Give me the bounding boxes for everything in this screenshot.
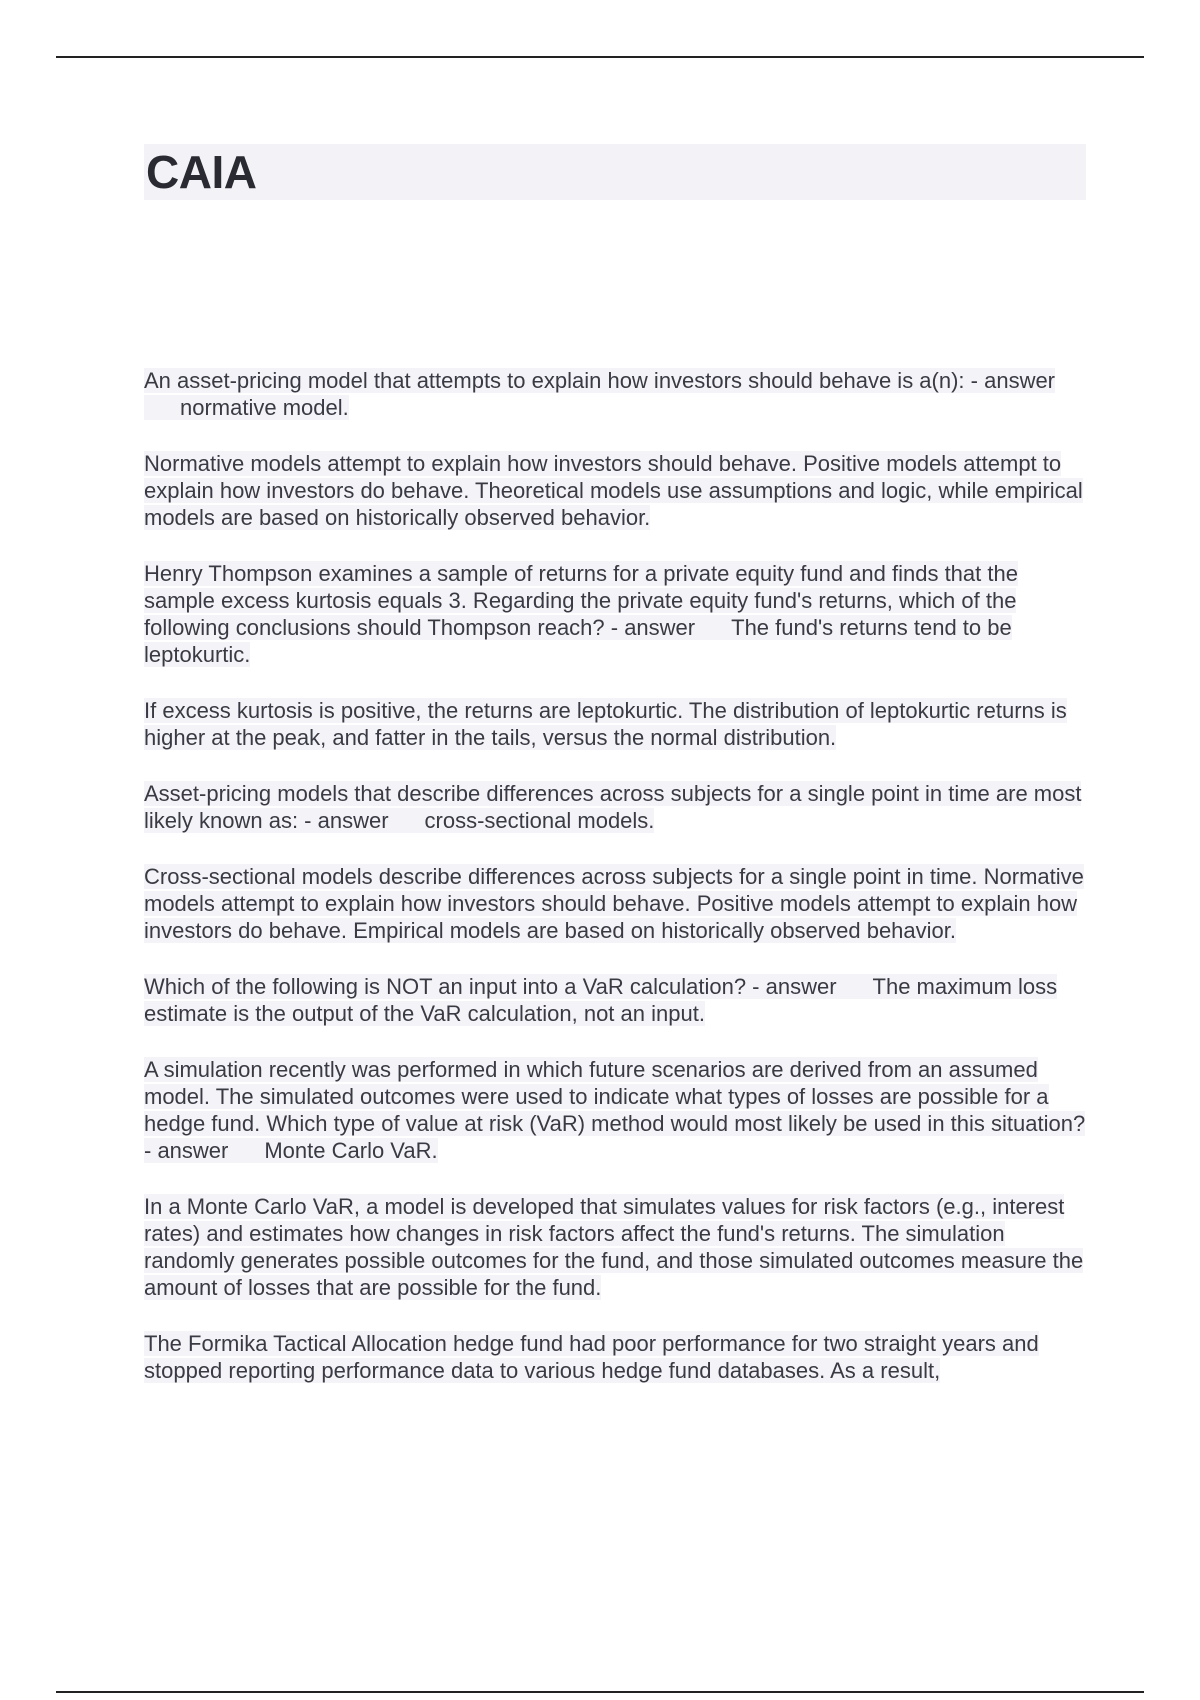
explanation-block	[144, 1193, 1088, 1301]
answer-text: cross-sectional models.	[424, 808, 655, 833]
question-text: An asset-pricing model that attempts to explain how investors should behave is a(n): - answer	[144, 368, 1056, 393]
document-title: CAIA	[146, 146, 257, 198]
question-text: Asset-pricing models that describe differences across subjects for a single point in time are most likely known as: - answer	[144, 781, 1082, 833]
explanation-text: If excess kurtosis is positive, the returns are leptokurtic. The distribution of leptokurtic returns is higher at the peak, and fatter in the tails, versus the normal distribution.	[144, 698, 1067, 750]
question-text: Which of the following is NOT an input into a VaR calculation? - answer	[144, 974, 837, 999]
answer-text: The fund's returns tend to be leptokurtic.	[144, 615, 1012, 667]
document-body	[144, 367, 1088, 1413]
explanation-block	[144, 450, 1088, 531]
explanation-text: The Formika Tactical Allocation hedge fund had poor performance for two straight years and stopped reporting performance data to various hedge fund databases. As a result,	[144, 1331, 1039, 1383]
explanation-block	[144, 697, 1088, 751]
explanation-block	[144, 1330, 1088, 1384]
title-highlight	[144, 144, 1086, 200]
explanation-text: In a Monte Carlo VaR, a model is developed that simulates values for risk factors (e.g., interest rates) and estimates how changes in risk factors affect the fund's returns. The simulation randomly generates possible outcomes for the fund, and those simulated outcomes measure the amount of losses that are possible for the fund.	[144, 1194, 1084, 1300]
explanation-block	[144, 863, 1088, 944]
explanation-text: Normative models attempt to explain how investors should behave. Positive models attempt to explain how investors do behave. Theoretical models use assumptions and logic, while empirical models are based on historically observed behavior.	[144, 451, 1083, 530]
answer-text: normative model.	[180, 395, 349, 420]
question-block	[144, 1056, 1088, 1164]
footer-rule	[56, 1691, 1144, 1693]
answer-text: The maximum loss estimate is the output of the VaR calculation, not an input.	[144, 974, 1058, 1026]
header-rule	[56, 56, 1144, 58]
answer-text: Monte Carlo VaR.	[264, 1138, 438, 1163]
question-block	[144, 367, 1088, 421]
explanation-text: Cross-sectional models describe differences across subjects for a single point in time. Normative models attempt to explain how investors should behave. Positive models attempt to explain how investors do behave. Empirical models are based on historically observed behavior.	[144, 864, 1084, 943]
question-block	[144, 780, 1088, 834]
question-block	[144, 973, 1088, 1027]
question-block	[144, 560, 1088, 668]
question-text: A simulation recently was performed in which future scenarios are derived from an assumed model. The simulated outcomes were used to indicate what types of losses are possible for a hedge fund. Which type of value at risk (VaR) method would most likely be used in this situation? - answer	[144, 1057, 1086, 1163]
question-text: Henry Thompson examines a sample of returns for a private equity fund and finds that the sample excess kurtosis equals 3. Regarding the private equity fund's returns, which of the following conclusions should Thompson reach? - answer	[144, 561, 1018, 640]
